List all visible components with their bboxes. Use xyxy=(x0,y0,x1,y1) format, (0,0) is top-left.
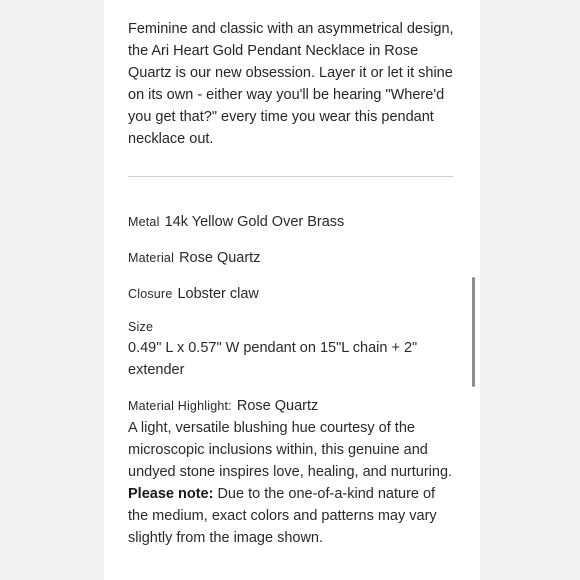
product-description: Feminine and classic with an asymmetrical design, the Ari Heart Gold Pendant Necklace in Rose Quartz is our new obsession. Layer it or let it shine on its own - either way you'll be hearing "Where'd you get that?" every time you wear this pendant necklace out. xyxy=(128,21,454,147)
product-specs xyxy=(128,211,480,549)
note-text: Due to the one-of-a-kind nature of the medium, exact colors and patterns may vary slightly from the image shown. xyxy=(128,486,437,546)
material-highlight-value: Rose Quartz xyxy=(236,398,319,414)
spec-material-label: Material xyxy=(128,251,175,265)
spec-size xyxy=(128,319,458,381)
note-label: Please note: xyxy=(128,486,214,502)
product-details-panel xyxy=(104,0,480,580)
spec-metal xyxy=(128,211,458,233)
spec-metal-value: 14k Yellow Gold Over Brass xyxy=(164,214,345,230)
material-note xyxy=(128,483,458,549)
material-highlight-header xyxy=(128,395,458,417)
material-highlight-label: Material Highlight: xyxy=(128,399,232,413)
scrollbar-thumb[interactable] xyxy=(472,277,475,387)
spec-closure-value: Lobster claw xyxy=(177,286,259,302)
spec-metal-label: Metal xyxy=(128,215,160,229)
section-divider xyxy=(128,176,453,177)
spec-material xyxy=(128,247,458,269)
spec-material-value: Rose Quartz xyxy=(179,250,261,266)
material-highlight-body: A light, versatile blushing hue courtesy of the microscopic inclusions within, this genuine and undyed stone inspires love, healing, and nurturing. xyxy=(128,420,453,480)
spec-material-highlight xyxy=(128,395,458,549)
spec-closure-label: Closure xyxy=(128,287,173,301)
spec-closure xyxy=(128,283,458,305)
spec-size-label: Size xyxy=(128,320,154,334)
spec-size-value: 0.49" L x 0.57" W pendant on 15"L chain + 2" extender xyxy=(128,340,418,378)
